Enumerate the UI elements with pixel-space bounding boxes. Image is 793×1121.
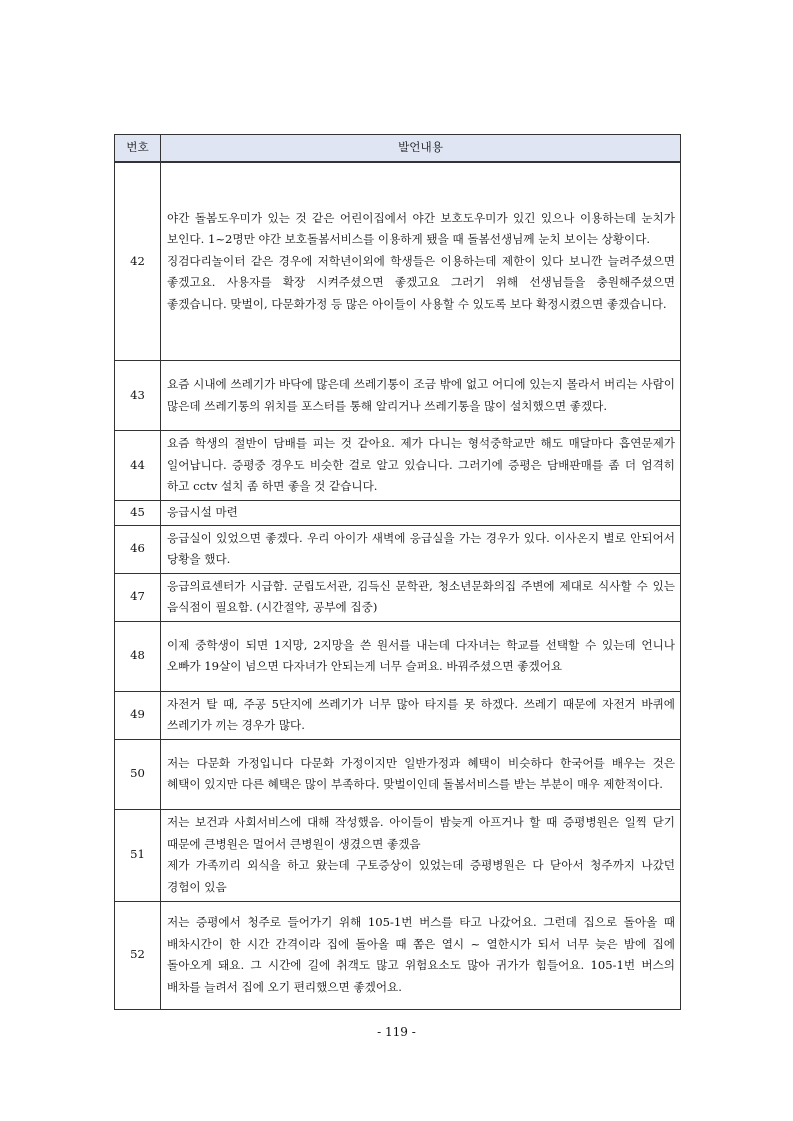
row-content: 자전거 탈 때, 주공 5단지에 쓰레기가 너무 많아 타지를 못 하겠다. 쓰레기 때문에 자전거 바퀴에 쓰레기가 끼는 경우가 많다. [161,691,681,739]
table-row [115,739,681,809]
table-row [115,573,681,621]
row-content: 요즘 시내에 쓰레기가 바닥에 많은데 쓰레기통이 조금 밖에 없고 어디에 있는지 몰라서 버리는 사람이 많은데 쓰레기통의 위치를 포스터를 통해 알리거나 쓰레기통을 많이 설치했으면 좋겠다. [161,361,681,431]
row-content: 응급시설 마련 [161,501,681,526]
row-content: 저는 증평에서 청주로 들어가기 위해 105-1번 버스를 타고 나갔어요. 그런데 집으로 돌아올 때 배차시간이 한 시간 간격이라 집에 돌아올 때 쫌은 열시 ~ 열한시가 되서 너무 늦은 밤에 집에 돌아오게 돼요. 그 시간에 길에 취객도 많고 위험요소도 많아 귀가가 힘들어요. 105-1번 버스의 배차를 늘려서 집에 오기 편리했으면 좋겠어요. [161,901,681,1009]
row-number: 44 [115,431,161,501]
statement-table [114,134,681,1010]
row-number: 46 [115,525,161,573]
row-number: 47 [115,573,161,621]
row-content-paragraph: 야간 돌봄도우미가 있는 것 같은 어린이집에서 야간 보호도우미가 있긴 있으나 이용하는데 눈치가 보인다. 1~2명만 야간 보호돌봄서비스를 이용하게 됐을 때 돌봄선생님께 눈치 보이는 상황이다. [167,210,675,246]
row-number: 50 [115,739,161,809]
table-row [115,431,681,501]
row-number: 51 [115,809,161,901]
row-content [161,809,681,901]
row-content: 요즘 학생의 절반이 담배를 피는 것 같아요. 제가 다니는 형석중학교만 해도 매달마다 흡연문제가 일어납니다. 증평중 경우도 비슷한 걸로 알고 있습니다. 그러기에 증평은 담배판매를 좀 더 엄격히 하고 cctv 설치 좀 하면 좋을 것 같습니다. [161,431,681,501]
row-content: 저는 다문화 가정입니다 다문화 가정이지만 일반가정과 혜택이 비슷하다 한국어를 배우는 것은 혜택이 있지만 다른 혜택은 많이 부족하다. 맞벌이인데 돌봄서비스를 받는 부분이 매우 제한적이다. [161,739,681,809]
table-row [115,501,681,526]
header-number: 번호 [115,135,161,162]
table-row [115,162,681,361]
page-number: - 119 - [377,1025,416,1039]
row-content [161,162,681,361]
table-row [115,691,681,739]
table-row [115,809,681,901]
row-content: 이제 중학생이 되면 1지망, 2지망을 쓴 원서를 내는데 다자녀는 학교를 선택할 수 있는데 언니나 오빠가 19살이 넘으면 다자녀가 안되는게 너무 슬퍼요. 바꿔주셨으면 좋겠어요 [161,621,681,691]
table-row [115,901,681,1009]
row-number: 42 [115,162,161,361]
row-number: 45 [115,501,161,526]
header-content: 발언내용 [161,135,681,162]
row-content: 응급실이 있었으면 좋겠다. 우리 아이가 새벽에 응급실을 가는 경우가 있다. 이사온지 별로 안되어서 당황을 했다. [161,525,681,573]
table-row [115,361,681,431]
row-content-paragraph: 제가 가족끼리 외식을 하고 왔는데 구토증상이 있었는데 증평병원은 다 닫아서 청주까지 나갔던 경험이 있음 [167,858,675,894]
table-row [115,621,681,691]
row-content-paragraph: 저는 보건과 사회서비스에 대해 작성했음. 아이들이 밤늦게 아프거나 할 때 증평병원은 일찍 닫기 때문에 큰병원은 멀어서 큰병원이 생겼으면 좋겠음 [167,815,675,851]
row-number: 52 [115,901,161,1009]
row-number: 48 [115,621,161,691]
row-content: 응급의료센터가 시급함. 군립도서관, 김득신 문학관, 청소년문화의집 주변에 제대로 식사할 수 있는 음식점이 필요함. (시간절약, 공부에 집중) [161,573,681,621]
table-header-row [115,135,681,162]
row-number: 43 [115,361,161,431]
table-row [115,525,681,573]
row-number: 49 [115,691,161,739]
row-content-paragraph: 징검다리놀이터 같은 경우에 저학년이외에 학생들은 이용하는데 제한이 있다 보니깐 늘려주셨으면 좋겠고요. 사용자를 확장 시켜주셨으면 좋겠고요 그러기 위해 선생님들을 충원해주셨으면 좋겠습니다. 맞벌이, 다문화가정 등 많은 아이들이 사용할 수 있도록 보다 확정시켰으면 좋겠습니다. [167,253,675,311]
